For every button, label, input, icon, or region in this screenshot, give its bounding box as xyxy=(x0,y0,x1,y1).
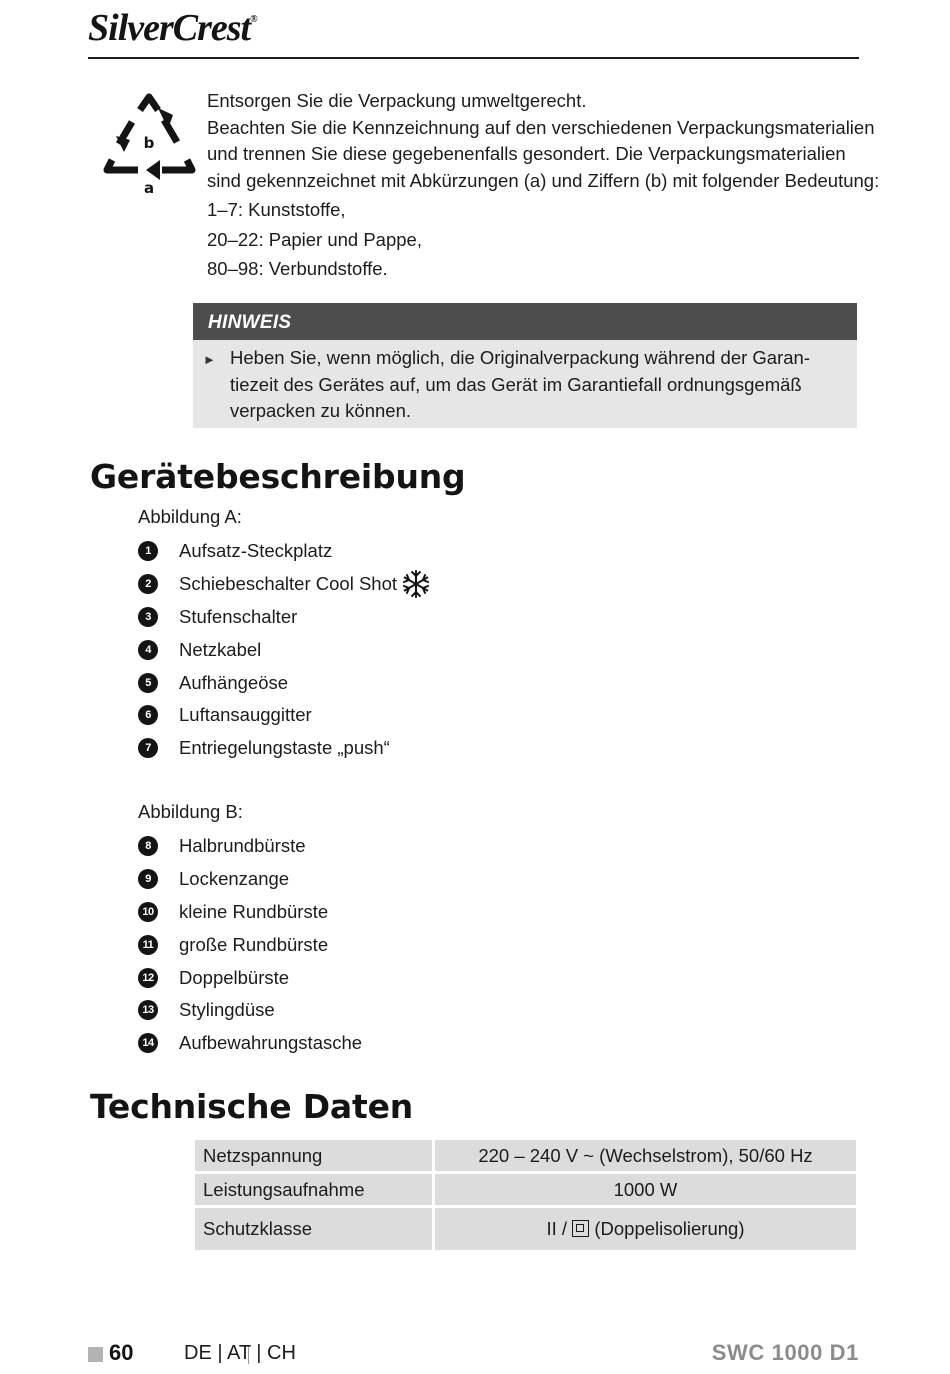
bullet-arrow-icon: ► xyxy=(203,352,216,367)
note-line: Heben Sie, wenn möglich, die Originalverpackung während der Garan- xyxy=(230,347,810,368)
disposal-line: und trennen Sie diese gegebenenfalls gesondert. Die Verpackungsmaterialien xyxy=(207,143,846,164)
disposal-line: Beachten Sie die Kennzeichnung auf den verschiedenen Verpackungsmaterialien xyxy=(207,116,875,138)
protection-class-note: (Doppelisolierung) xyxy=(594,1218,745,1239)
table-cell-label: Leistungsaufnahme xyxy=(195,1173,434,1207)
snowflake-icon xyxy=(401,569,431,599)
number-badge: 9 xyxy=(138,869,158,889)
double-insulation-icon xyxy=(572,1220,589,1237)
material-code: 1–7: Kunststoffe, xyxy=(207,199,346,220)
number-badge: 12 xyxy=(138,968,158,988)
list-item xyxy=(138,961,362,994)
part-label: Stufenschalter xyxy=(179,605,298,627)
part-label: Stylingdüse xyxy=(179,999,275,1021)
registered-mark: ® xyxy=(250,14,257,25)
figure-a-label: Abbildung A: xyxy=(138,506,242,527)
number-badge: 14 xyxy=(138,1033,158,1053)
part-label: kleine Rundbürste xyxy=(179,900,329,922)
part-label: Aufhängeöse xyxy=(179,671,289,693)
note-box xyxy=(193,303,857,428)
part-label: Aufbewahrungstasche xyxy=(179,1032,363,1054)
note-line: verpacken zu können. xyxy=(230,400,412,421)
number-badge: 8 xyxy=(138,836,158,856)
list-item xyxy=(138,863,362,896)
brand-logo xyxy=(88,6,257,50)
figure-b-parts-list xyxy=(138,830,362,1060)
list-item xyxy=(138,994,362,1027)
part-label: Schiebeschalter Cool Shot xyxy=(179,573,398,595)
technical-data-table xyxy=(195,1140,856,1250)
brand-name: SilverCrest xyxy=(88,7,251,49)
table-cell-value: 1000 W xyxy=(434,1173,857,1207)
symbol-letter-a: a xyxy=(143,179,155,196)
table-cell-value xyxy=(434,1207,857,1251)
number-badge: 4 xyxy=(138,640,158,660)
material-code: 80–98: Verbundstoffe. xyxy=(207,258,388,279)
list-item xyxy=(138,1027,362,1060)
section-heading-description: Gerätebeschreibung xyxy=(90,457,466,496)
number-badge: 6 xyxy=(138,705,158,725)
disposal-line: Entsorgen Sie die Verpackung umweltgerecht. xyxy=(207,90,587,111)
section-heading-technical: Technische Daten xyxy=(90,1087,414,1126)
header-rule xyxy=(88,57,859,59)
part-label: Doppelbürste xyxy=(179,966,290,988)
table-row xyxy=(195,1140,856,1173)
table-cell-value: 220 – 240 V ~ (Wechselstrom), 50/60 Hz xyxy=(434,1140,857,1173)
figure-b-label: Abbildung B: xyxy=(138,801,243,822)
table-cell-label: Netzspannung xyxy=(195,1140,434,1173)
note-title: HINWEIS xyxy=(193,303,857,340)
number-badge: 3 xyxy=(138,607,158,627)
list-item xyxy=(138,830,362,863)
note-body xyxy=(193,340,857,425)
list-item xyxy=(138,535,431,568)
disposal-line: sind gekennzeichnet mit Abkürzungen (a) und Ziffern (b) mit folgender Bedeutung: xyxy=(207,169,880,191)
footer-languages: DE | AT | CH xyxy=(184,1342,296,1364)
list-item xyxy=(138,732,431,765)
number-badge: 13 xyxy=(138,1000,158,1020)
part-label: große Rundbürste xyxy=(179,933,329,955)
part-label: Netzkabel xyxy=(179,638,262,660)
page-footer xyxy=(88,1340,859,1372)
list-item xyxy=(138,633,431,666)
number-badge: 1 xyxy=(138,541,158,561)
material-code: 20–22: Papier und Pappe, xyxy=(207,228,422,250)
figure-a-parts-list xyxy=(138,535,431,765)
part-label: Aufsatz-Steckplatz xyxy=(179,540,333,562)
table-row xyxy=(195,1173,856,1207)
part-label: Luftansauggitter xyxy=(179,704,312,726)
page-marker-icon xyxy=(88,1347,103,1362)
list-item xyxy=(138,568,431,601)
number-badge: 7 xyxy=(138,738,158,758)
table-row xyxy=(195,1207,856,1251)
protection-class: II / xyxy=(546,1218,568,1239)
list-item xyxy=(138,601,431,634)
number-badge: 2 xyxy=(138,574,158,594)
page-number: 60 xyxy=(109,1340,134,1365)
disposal-text xyxy=(207,88,880,283)
list-item xyxy=(138,666,431,699)
list-item xyxy=(138,896,362,929)
table-cell-label: Schutzklasse xyxy=(195,1207,434,1251)
list-item xyxy=(138,928,362,961)
number-badge: 10 xyxy=(138,902,158,922)
recycling-symbol-icon xyxy=(102,92,196,196)
part-label: Lockenzange xyxy=(179,868,290,890)
symbol-letter-b: b xyxy=(143,134,155,152)
model-number: SWC 1000 D1 xyxy=(711,1340,859,1365)
note-line: tiezeit des Gerätes auf, um das Gerät im Garantiefall ordnungsgemäß xyxy=(230,373,802,395)
number-badge: 5 xyxy=(138,673,158,693)
part-label: Halbrundbürste xyxy=(179,835,306,857)
part-label: Entriegelungstaste „push“ xyxy=(179,737,390,759)
list-item xyxy=(138,699,431,732)
number-badge: 11 xyxy=(138,935,158,955)
